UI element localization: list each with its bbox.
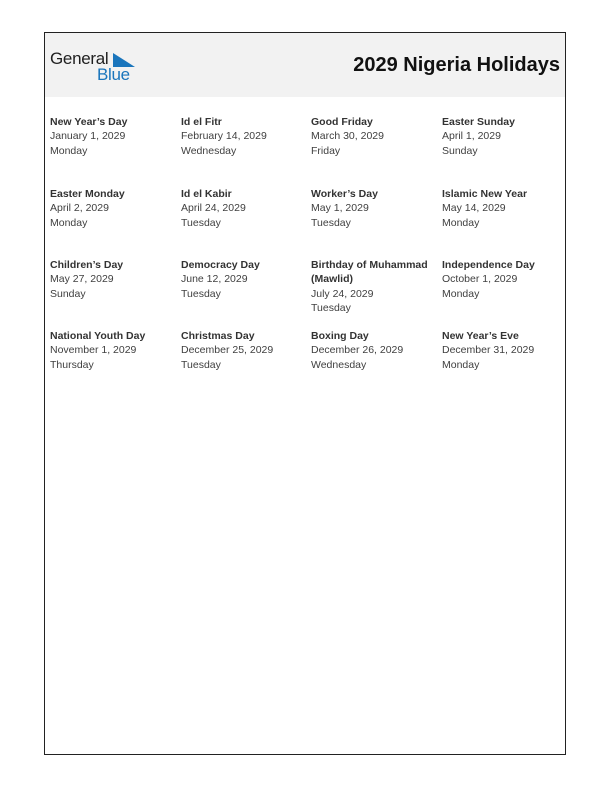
holiday-entry [442,187,570,230]
holiday-date: May 27, 2029 [50,273,114,286]
holiday-entry [311,187,439,230]
holiday-name: Independence Day [442,259,535,271]
holiday-weekday: Wednesday [311,358,367,371]
holiday-date: January 1, 2029 [50,130,126,143]
holiday-name: Id el Fitr [181,116,222,128]
holiday-name: New Year’s Day [50,116,128,128]
holiday-entry [442,329,570,372]
holiday-date: June 12, 2029 [181,273,248,286]
holiday-name: Id el Kabir [181,188,232,200]
holiday-name: Worker’s Day [311,188,378,200]
holiday-weekday: Monday [50,216,88,229]
holiday-entry [50,115,178,158]
holiday-weekday: Tuesday [311,216,351,229]
holiday-name: Democracy Day [181,259,260,271]
holiday-date: March 30, 2029 [311,130,384,143]
holiday-date: May 1, 2029 [311,202,369,215]
holiday-name: Children’s Day [50,259,124,271]
holiday-date: May 14, 2029 [442,202,506,215]
holiday-date: April 1, 2029 [442,130,501,143]
holiday-weekday: Tuesday [181,216,221,229]
holiday-entry [181,115,309,158]
holiday-date: February 14, 2029 [181,130,267,143]
holiday-name: Boxing Day [311,330,369,342]
holiday-date: December 31, 2029 [442,344,535,357]
holiday-weekday: Monday [442,287,480,300]
holiday-entry [50,187,178,230]
holiday-weekday: Tuesday [311,301,351,314]
holiday-name: Christmas Day [181,330,255,342]
holiday-date: April 24, 2029 [181,202,246,215]
logo-text-blue: Blue [97,65,130,84]
holiday-name: Easter Monday [50,188,125,200]
holiday-date: December 26, 2029 [311,344,404,357]
holiday-entry [442,258,570,301]
logo-text-general: General [50,49,109,68]
holiday-weekday: Monday [442,216,480,229]
holiday-name: New Year’s Eve [442,330,519,342]
holiday-weekday: Sunday [50,287,86,300]
holiday-name: Easter Sunday [442,116,515,128]
page-frame [44,32,566,755]
holiday-entry [181,187,309,230]
holiday-weekday: Sunday [442,144,478,157]
holiday-entry [311,258,433,315]
generalblue-logo [50,49,140,83]
holiday-entry [442,115,570,158]
holiday-entry [50,329,178,372]
holiday-date: December 25, 2029 [181,344,274,357]
page-title: 2029 Nigeria Holidays [353,54,560,76]
holiday-entry [311,115,439,158]
holiday-weekday: Tuesday [181,358,221,371]
holiday-date: October 1, 2029 [442,273,518,286]
holiday-entry [311,329,439,372]
holiday-weekday: Tuesday [181,287,221,300]
holiday-name: Islamic New Year [442,188,528,200]
holiday-entry [181,258,309,301]
holiday-weekday: Wednesday [181,144,237,157]
holiday-name: National Youth Day [50,330,146,342]
holiday-name: Birthday of Muhammad (Mawlid) [311,259,428,286]
holiday-date: July 24, 2029 [311,287,374,300]
holiday-entry [181,329,309,372]
holiday-name: Good Friday [311,116,373,128]
holiday-date: November 1, 2029 [50,344,137,357]
holiday-date: April 2, 2029 [50,202,109,215]
holiday-weekday: Monday [442,358,480,371]
holiday-entry [50,258,178,301]
holiday-weekday: Friday [311,144,341,157]
holiday-weekday: Monday [50,144,88,157]
header-band [45,33,565,97]
holiday-weekday: Thursday [50,358,94,371]
